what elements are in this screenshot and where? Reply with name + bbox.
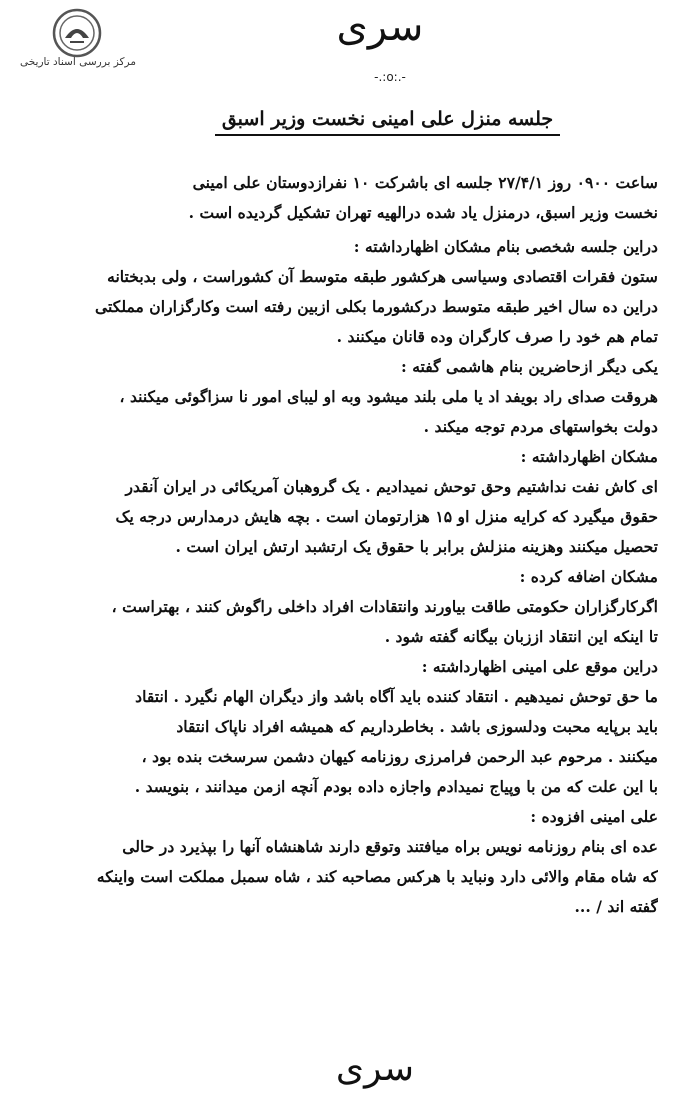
body-line: اگرکارگزاران حکومتی طاقت بیاورند وانتقادات افراد داخلی راگوش کنند ، بهتراست ، <box>111 597 658 616</box>
body-line: تمام هم خود را صرف کارگران وده قانان میکنند . <box>336 327 658 346</box>
body-line: گفته اند / ... <box>574 897 658 916</box>
body-line: ای کاش نفت نداشتیم وحق توحش نمیدادیم . یک گروهبان آمریکائی در ایران آنقدر <box>125 477 658 496</box>
document-body <box>58 168 658 922</box>
body-line: ساعت ۰۹۰۰ روز ۲۷/۴/۱ جلسه ای باشرکت ۱۰ نفرازدوستان علی امینی <box>192 173 658 192</box>
body-line: مشکان اضافه کرده : <box>519 567 658 586</box>
body-line: یکی دیگر ازحاضرین بنام هاشمی گفته : <box>401 357 658 376</box>
body-line: دراین موقع علی امینی اظهارداشته : <box>421 657 658 676</box>
ornament-divider: -.:o:.- <box>374 70 406 84</box>
body-line: که شاه مقام والائی دارد ونباید با هرکس مصاحبه کند ، شاه سمبل مملکت است واینکه <box>96 867 658 886</box>
body-line: دراین ده سال اخیر طبقه متوسط درکشورما بکلی ازبین رفته است وکارگزاران مملکتی <box>95 297 658 316</box>
body-line: دولت بخواستهای مردم توجه میکند . <box>423 417 658 436</box>
body-line: تحصیل میکنند وهزینه منزلش برابر با حقوق یک ارتشبد ارتش ایران است . <box>175 537 658 556</box>
body-line: میکنند . مرحوم عبد الرحمن فرامرزی روزنامه کیهان دشمن سرسخت بنده بود ، <box>141 747 658 766</box>
body-line: عده ای بنام روزنامه نویس براه میافتند وتوقع دارند شاهنشاه آنها را بپذیرد در حالی <box>122 837 658 856</box>
body-line: دراین جلسه شخصی بنام مشکان اظهارداشته : <box>353 237 658 256</box>
body-line: هروقت صدای راد بویفد اد یا ملی بلند میشود وبه او لیبای امور نا سزاگوئی میکنند ، <box>119 387 658 406</box>
body-line: مشکان اظهارداشته : <box>520 447 658 466</box>
body-line: حقوق میگیرد که کرایه منزل او ۱۵ هزارتومان است . بچه هایش درمدارس درجه یک <box>115 507 658 526</box>
body-line: باید برپایه محبت ودلسوزی باشد . بخاطرداریم که همیشه افراد ناپاک انتقاد <box>176 717 658 736</box>
classification-top: سری <box>336 4 424 50</box>
body-line: ستون فقرات اقتصادی وسیاسی هرکشور طبقه متوسط آن کشوراست ، ولی بدبختانه <box>107 267 658 286</box>
body-line: ما حق توحش نمیدهیم . انتقاد کننده باید آگاه باشد واز دیگران الهام نگیرد . انتقاد <box>135 687 658 706</box>
body-line: علی امینی افزوده : <box>530 807 658 826</box>
archive-center-logo <box>52 8 102 58</box>
classification-bottom: سری <box>335 1048 415 1089</box>
body-line: تا اینکه این انتقاد اززبان بیگانه گفته شود . <box>384 627 658 646</box>
logo-caption: مرکز بررسی اسناد تاریخی <box>20 56 136 68</box>
document-heading: جلسه منزل علی امینی نخست وزیر اسبق <box>215 108 560 136</box>
body-line: نخست وزیر اسبق، درمنزل یاد شده درالهیه تهران تشکیل گردیده است . <box>188 203 658 222</box>
body-line: با این علت که من با وپیاج نمیدادم واجازه داده بودم آنچه ازمن میدانند ، بنویسد . <box>134 777 658 796</box>
